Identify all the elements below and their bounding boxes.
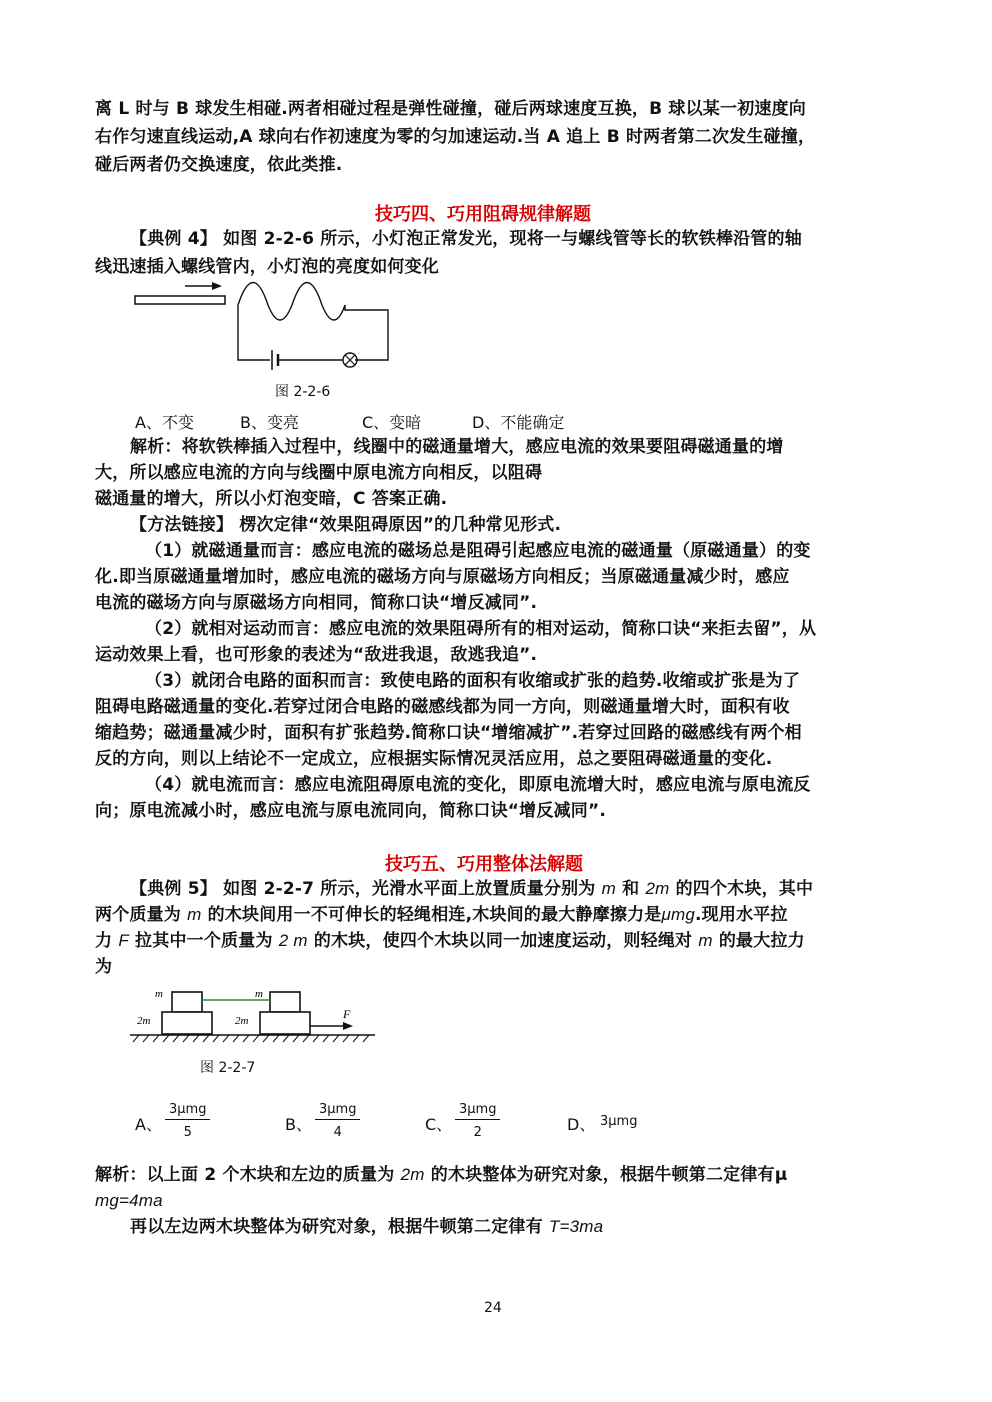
- block-m-right: [270, 992, 300, 1012]
- option-d: D、不能确定: [472, 413, 565, 432]
- example-text: 力 F 拉其中一个质量为 2 m 的木块，使四个木块以同一加速度运动，则轻绳对 m 的最大拉力: [95, 931, 805, 951]
- figure-caption: 图 2-2-7: [200, 1060, 256, 1076]
- block-2m-left: [162, 1012, 212, 1034]
- example-text: 【典例 5】 如图 2-2-7 所示，光滑水平面上放置质量分别为 m 和 2m 的四个木块，其中: [130, 879, 814, 899]
- analysis-text: 再以左边两木块整体为研究对象，根据牛顿第二定律有 T=3ma: [130, 1217, 604, 1237]
- method-title: 【方法链接】 楞次定律“效果阻碍原因”的几种常见形式.: [130, 515, 562, 535]
- arrow-head: [212, 282, 222, 290]
- section-heading: 技巧五、巧用整体法解题: [385, 854, 583, 875]
- option-b: B、变亮: [240, 413, 299, 432]
- example-text: 线迅速插入螺线管内，小灯泡的亮度如何变化: [95, 257, 439, 277]
- analysis-text: 解析：将软铁棒插入过程中，线圈中的磁通量增大，感应电流的效果要阻碍磁通量的增: [130, 437, 784, 457]
- wire: [238, 320, 270, 360]
- label-m: m: [155, 988, 163, 1000]
- paragraph-line: 碰后两者仍交换速度，依此类推.: [95, 155, 343, 175]
- block-2m-right: [260, 1012, 310, 1034]
- method-text: （2）就相对运动而言：感应电流的效果阻碍所有的相对运动，简称口诀“来拒去留”，从: [145, 619, 817, 639]
- paragraph-line: 右作匀速直线运动,A 球向右作初速度为零的匀加速运动.当 A 追上 B 时两者第二次发生碰撞，: [95, 127, 816, 147]
- option-a-letter: A、: [135, 1115, 162, 1134]
- method-text: 运动效果上看，也可形象的表述为“敌进我退，敌逃我追”.: [95, 645, 538, 665]
- force-arrow-head: [343, 1022, 353, 1030]
- solenoid-coil: [238, 283, 388, 361]
- option-b-letter: B、: [285, 1115, 312, 1134]
- option-c: C、变暗: [362, 413, 422, 432]
- method-text: 反的方向，则以上结论不一定成立，应根据实际情况灵活应用，总之要阻碍磁通量的变化.: [95, 749, 773, 769]
- method-text: 向；原电流减小时，感应电流与原电流同向，简称口诀“增反减同”.: [95, 801, 607, 821]
- paragraph-line: 离 L 时与 B 球发生相碰.两者相碰过程是弹性碰撞，碰后两球速度互换，B 球以某一初速度向: [95, 99, 806, 119]
- page-number: 24: [484, 1300, 502, 1316]
- method-text: 化.即当原磁通量增加时，感应电流的磁场方向与原磁场方向相反；当原磁通量减少时，感应: [95, 567, 790, 587]
- option-c-fraction: 3μmg 2: [455, 1102, 500, 1140]
- blocks-figure: [125, 980, 385, 1055]
- example-text: 【典例 4】 如图 2-2-6 所示，小灯泡正常发光，现将一与螺线管等长的软铁棒沿管的轴: [130, 229, 802, 249]
- option-a: A、不变: [135, 413, 194, 432]
- section-heading: 技巧四、巧用阻碍规律解题: [375, 204, 591, 225]
- circuit-figure: [130, 280, 400, 380]
- analysis-text: mg=4ma: [95, 1191, 163, 1210]
- option-b-fraction: 3μmg 4: [315, 1102, 360, 1140]
- example-text: 两个质量为 m 的木块间用一不可伸长的轻绳相连,木块间的最大静摩擦力是μmg.现用水平拉: [95, 905, 788, 925]
- method-text: 阻碍电路磁通量的变化.若穿过闭合电路的磁感线都为同一方向，则磁通量增大时，面积有收: [95, 697, 790, 717]
- label-F: F: [343, 1007, 351, 1021]
- label-2m: 2m: [137, 1015, 151, 1027]
- label-m: m: [255, 988, 263, 1000]
- option-a-fraction: 3μmg 5: [165, 1102, 210, 1140]
- method-text: （4）就电流而言：感应电流阻碍原电流的变化，即原电流增大时，感应电流与原电流反: [145, 775, 811, 795]
- ground-hatching: [133, 1035, 369, 1042]
- method-text: （3）就闭合电路的面积而言：致使电路的面积有收缩或扩张的趋势.收缩或扩张是为了: [145, 671, 801, 691]
- option-d-letter: D、: [567, 1115, 596, 1134]
- option-d-value: 3μmg: [600, 1114, 638, 1129]
- option-c-letter: C、: [425, 1115, 453, 1134]
- iron-rod: [135, 296, 225, 304]
- block-m-left: [172, 992, 202, 1012]
- label-2m: 2m: [235, 1015, 249, 1027]
- figure-caption: 图 2-2-6: [275, 384, 331, 400]
- method-text: 缩趋势；磁通量减少时，面积有扩张趋势.简称口诀“增缩减扩”.若穿过回路的磁感线有两个相: [95, 723, 802, 743]
- analysis-text: 解析：以上面 2 个木块和左边的质量为 2m 的木块整体为研究对象，根据牛顿第二定律有μ: [95, 1165, 788, 1185]
- example-text: 为: [95, 957, 113, 977]
- analysis-text: 磁通量的增大，所以小灯泡变暗，C 答案正确.: [95, 489, 448, 509]
- method-text: 电流的磁场方向与原磁场方向相同，简称口诀“增反减同”.: [95, 593, 538, 613]
- method-text: （1）就磁通量而言：感应电流的磁场总是阻碍引起感应电流的磁通量（原磁通量）的变: [145, 541, 811, 561]
- analysis-text: 大，所以感应电流的方向与线圈中原电流方向相反，以阻碍: [95, 463, 543, 483]
